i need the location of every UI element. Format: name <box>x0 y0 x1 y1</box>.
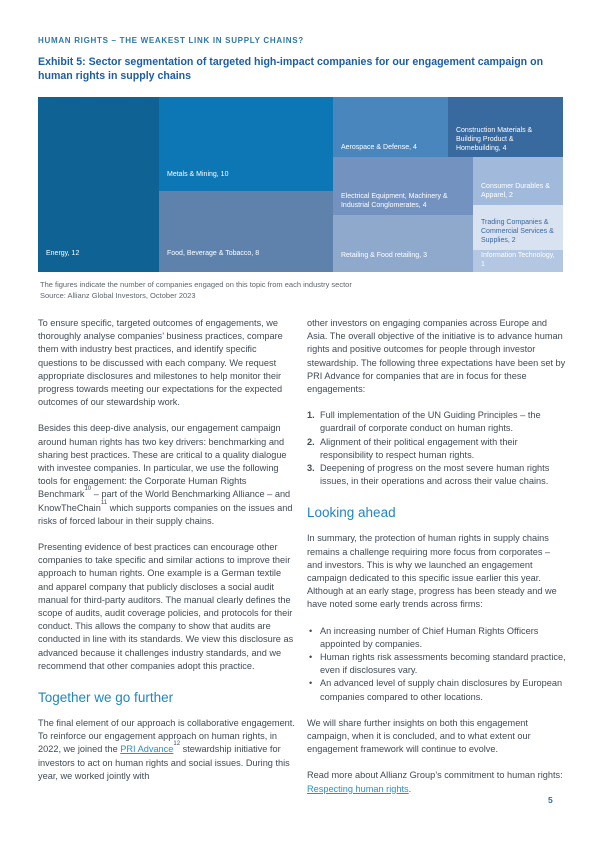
treemap-block-label: Aerospace & Defense, 4 <box>340 144 417 152</box>
treemap-block-electrical-equipment <box>333 157 473 215</box>
list-number: 1. <box>307 410 315 421</box>
treemap-block-retailing-food-retailing <box>333 215 473 272</box>
treemap-block-energy <box>38 97 159 272</box>
caption-line: The figures indicate the number of companies engaged on this topic from each industry sector <box>40 280 352 289</box>
treemap-block-trading-companies <box>473 205 563 250</box>
paragraph-insights: We will share further insights on both this engagement campaign, when it is concluded, and to what extent our engagement framework will continue to evolve. <box>307 717 531 755</box>
page-number: 5 <box>548 795 553 805</box>
treemap-block-information-technology <box>473 250 563 272</box>
text-run: which supports companies on the issues and risks of forced labour in their supply chains. <box>38 502 293 526</box>
treemap-block-aerospace-defense <box>333 97 448 157</box>
treemap-block-label: Metals & Mining, 10 <box>167 170 229 178</box>
list-item <box>307 462 567 488</box>
treemap-block-label: Construction Materials & Building Product & Homebuilding, 4 <box>455 127 533 153</box>
treemap-block-label: Electrical Equipment, Machinery & Industrial Conglomerates, 4 <box>340 193 448 210</box>
source-line: Source: Allianz Global Investors, October 2023 <box>40 290 196 300</box>
list-item <box>307 436 567 462</box>
list-text: Deepening of progress on the most severe human rights issues, in their operations and across their value chains. <box>320 463 550 487</box>
bullet-marker: • <box>309 678 313 689</box>
left-column <box>38 317 298 796</box>
paragraph-collaborative <box>38 717 298 783</box>
treemap-block-label: Consumer Durables & Apparel, 2 <box>481 182 550 199</box>
exhibit-caption <box>40 280 352 301</box>
paragraph-summary: In summary, the protection of human rights in supply chains remains a challenge requiring more focus from corporates – and investors. This is why we launched an engagement campaign dedicated to this specific issue earlier this year. Although at an early stage, progress has been steady and we have noted some early trends across firms: <box>307 533 557 610</box>
treemap-block-consumer-durables-apparel <box>473 157 563 205</box>
bullet-text: Human rights risk assessments becoming standard practice, even if disclosures vary. <box>320 652 566 676</box>
paragraph-read-more <box>307 769 567 795</box>
list-text: Alignment of their political engagement with their responsibility to respect human rights. <box>320 436 518 460</box>
expectations-list <box>307 409 567 488</box>
treemap-block-label: Trading Companies & Commercial Services & Supplies, 2 <box>481 218 554 244</box>
bullet-marker: • <box>309 652 313 663</box>
paragraph-initiative: other investors on engaging companies across Europe and Asia. The overall objective of the initiative is to advance human rights and positive outcomes for people through investor stewardship. The following three expectations have been set by PRI Advance for companies that are in focus for these engagements: <box>307 318 566 395</box>
text-run: . <box>408 783 412 794</box>
list-number: 3. <box>307 463 315 474</box>
treemap-block-metals-mining <box>159 97 333 191</box>
pri-advance-link[interactable]: PRI Advance <box>120 744 174 755</box>
treemap-block-construction-materials <box>448 97 563 157</box>
exhibit-title: Exhibit 5: Sector segmentation of targeted high-impact companies for our engagement campaign on human rights in supply chains <box>38 56 544 82</box>
text-run: – part of the World Benchmarking Alliance – and KnowTheChain <box>38 489 291 513</box>
paragraph-benchmarks <box>38 422 298 528</box>
paragraph-best-practices: Presenting evidence of best practices can encourage other companies to take specific and similar actions to improve their approach to human rights. One example is a German textile and apparel company that publicly discloses a social audit manual for third-party auditors. The manual clearly defines the scope of audits, audit coverage policies, and protocols for their conduct. This allows the company to show that audits are conducted in line with its standards. We view this disclosure as advanced because it challenges industry standards, and we recommend that other companies adopt this practice. <box>38 542 294 671</box>
text-run: Besides this deep-dive analysis, our engagement campaign around human rights has two key drivers: benchmarking and sharing best practices. These are critical to a quality dialogue with investee companies. In particular, we use the following tools for engagement: the Corporate Human Rights Benchmark <box>38 423 287 500</box>
paragraph-analysis: To ensure specific, targeted outcomes of engagements, we thoroughly analyse companies’ business practices, compare them with industry best practices, and identify specific questions to be discussed with each company. We request appropriate disclosures and milestones to help monitor their progress towards meeting our expectations for the expected outcomes of our stewardship work. <box>38 318 283 408</box>
text-run: stewardship initiative for investors to act on human rights and social issues. During this year, we worked jointly with <box>38 744 290 781</box>
list-item <box>307 409 567 435</box>
text-run: The final element of our approach is collaborative engagement. To reinforce our engagement approach on human rights, in 2022, we joined the <box>38 718 295 755</box>
treemap-block-label: Retailing & Food retailing, 3 <box>340 251 427 259</box>
treemap-block-label: Information Technology, 1 <box>481 251 555 268</box>
running-header: HUMAN RIGHTS – THE WEAKEST LINK IN SUPPLY CHAINS? <box>38 36 304 45</box>
list-number: 2. <box>307 436 315 447</box>
text-run: Read more about Allianz Group’s commitment to human rights: <box>307 770 563 781</box>
list-text: Full implementation of the UN Guiding Principles – the guardrail of corporate conduct on human rights. <box>320 410 541 434</box>
respecting-human-rights-link[interactable]: Respecting human rights <box>307 783 409 794</box>
treemap-block-food-beverage-tobacco <box>159 191 333 272</box>
section-heading-looking-ahead: Looking ahead <box>307 505 396 521</box>
footnote-ref-10: 10 <box>84 486 92 493</box>
bullet-item <box>307 651 567 677</box>
treemap-block-label: Energy, 12 <box>46 250 80 257</box>
footnote-ref-12: 12 <box>173 741 181 748</box>
bullet-text: An increasing number of Chief Human Rights Officers appointed by companies. <box>320 625 539 649</box>
section-heading-together-we-go-further: Together we go further <box>38 690 174 706</box>
footnote-ref-11: 11 <box>100 499 108 506</box>
bullet-item <box>307 625 567 651</box>
bullet-text: An advanced level of supply chain disclosures by European companies compared to other locations. <box>320 678 563 702</box>
trends-list <box>307 625 567 704</box>
treemap-block-label: Food, Beverage & Tobacco, 8 <box>167 249 260 257</box>
bullet-marker: • <box>309 625 313 636</box>
bullet-item <box>307 677 567 703</box>
right-column <box>307 317 567 809</box>
treemap <box>38 97 563 272</box>
